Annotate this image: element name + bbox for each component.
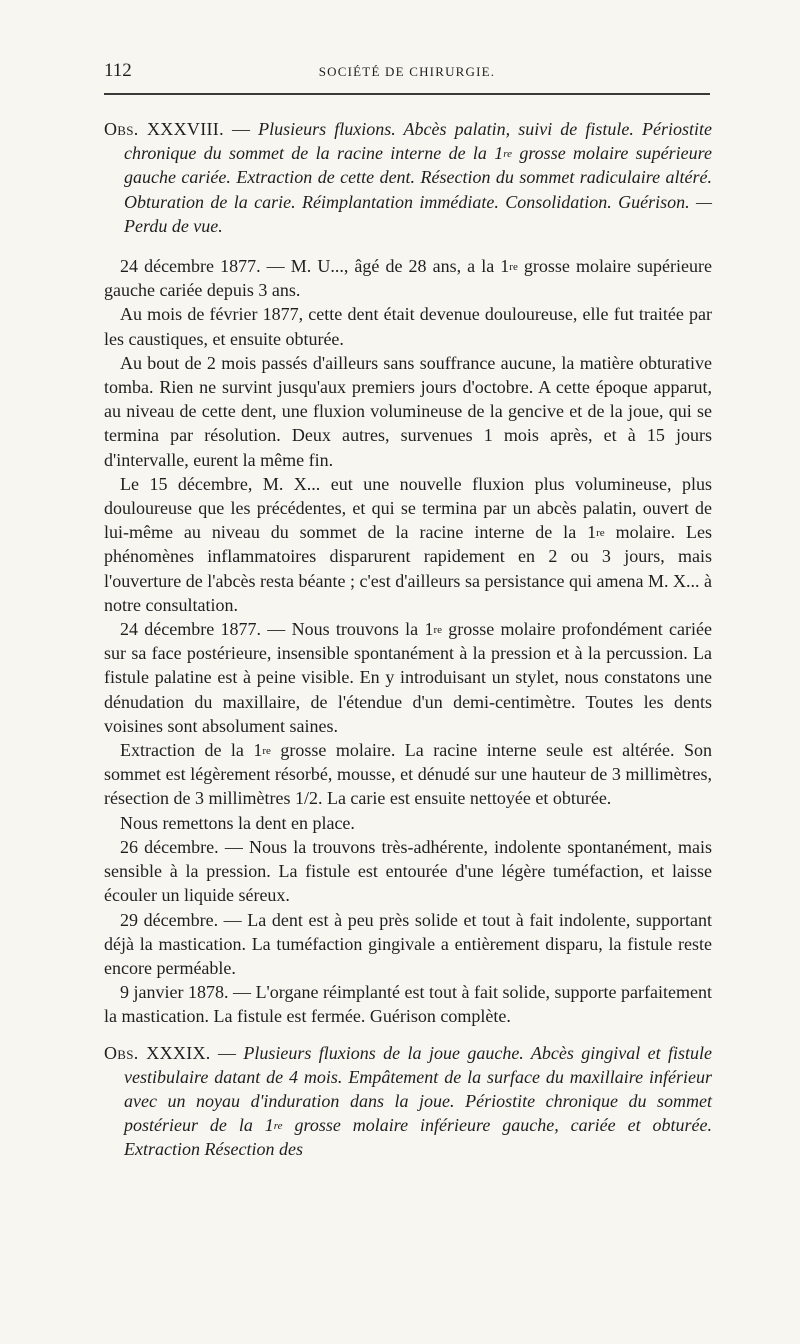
running-title: SOCIÉTÉ DE CHIRURGIE. <box>318 64 496 79</box>
page-number: 112 <box>104 60 132 81</box>
paragraph: Le 15 décembre, M. X... eut une nouvelle fluxion plus volumineuse, plus douloureuse que les précédentes, et qui se termina par un abcès palatin, ouvert de lui-même au niveau du sommet de la racine interne de la 1re molaire. Les phénomènes inflammatoires disparurent rapidement en 2 ou 3 jours, mais l'ouverture de l'abcès resta béante ; c'est d'ailleurs sa persistance qui amena M. X... à notre consultation. <box>104 473 713 615</box>
page-header <box>104 60 710 84</box>
heading-dash: — <box>223 119 259 139</box>
observation-title: Plusieurs fluxions. Abcès palatin, suivi de fistule. Périostite chronique du sommet de la racine interne de la 1re grosse molaire supérieure gauche cariée. Extraction de cette dent. Résection du sommet radiculaire altéré. Obturation de la carie. Réimplantation immédiate. Consolidation. Guérison. — Perdu de vue. <box>124 119 712 236</box>
observation-number: Obs. XXXIX. <box>104 1042 211 1063</box>
paragraph: Au mois de février 1877, cette dent était devenue douloureuse, elle fut traitée par les caustiques, et ensuite obturée. <box>104 304 712 349</box>
paragraph: 9 janvier 1878. — L'organe réimplanté est tout à fait solide, supporte parfaitement la mastication. La fistule est fermée. Guérison complète. <box>104 982 712 1027</box>
heading-dash: — <box>210 1042 244 1063</box>
body-text <box>104 117 712 1162</box>
observation-title: Plusieurs fluxions de la joue gauche. Abcès gingival et fistule vestibulaire datant de 4 mois. Empâtement de la surface du maxillaire inférieur avec un noyau d'induration dans la joue. Périostite chronique du sommet postérieur de la 1re grosse molaire inférieure gauche, cariée et obturée. Extraction Résection des <box>124 1042 713 1160</box>
paragraph: 24 décembre 1877. — Nous trouvons la 1re grosse molaire profondément cariée sur sa face postérieure, insensible spontanément à la pression et à la percussion. La fistule palatine est à peine visible. En y introduisant un stylet, nous constatons une dénudation du maxillaire, de l'étendue d'un demi-centimètre. Toutes les dents voisines sont absolument saines. <box>104 619 713 736</box>
paragraph: Nous remettons la dent en place. <box>120 812 355 833</box>
paragraph: 26 décembre. — Nous la trouvons très-adhérente, indolente spontanément, mais sensible à la pression. La fistule est entourée d'une légère tuméfaction, et laisse écouler un liquide séreux. <box>104 836 712 906</box>
observation-number: Obs. XXXVIII. <box>104 119 224 139</box>
paragraph: 29 décembre. — La dent est à peu près solide et tout à fait indolente, supportant déjà la mastication. La tuméfaction gingivale a entièrement disparu, la fistule reste encore perméable. <box>104 909 712 978</box>
paragraph: 24 décembre 1877. — M. U..., âgé de 28 ans, a la 1re grosse molaire supérieure gauche cariée depuis 3 ans. <box>104 256 712 301</box>
paragraph: Au bout de 2 mois passés d'ailleurs sans souffrance aucune, la matière obturative tomba. Rien ne survint jusqu'aux premiers jours d'octobre. A cette époque apparut, au niveau de cette dent, une fluxion volumineuse de la gencive et de la joue, qui se termina par résolution. Deux autres, survenues 1 mois après, et à 15 jours d'intervalle, eurent la même fin. <box>104 352 712 470</box>
observation-heading-39 <box>104 1041 712 1162</box>
header-rule <box>104 93 710 95</box>
observation-heading-38 <box>104 117 712 238</box>
paragraph: Extraction de la 1re grosse molaire. La racine interne seule est altérée. Son sommet est légèrement résorbé, mousse, et dénudé sur une hauteur de 3 millimètres, résection de 3 millimètres 1/2. La carie est ensuite nettoyée et obturée. <box>104 740 712 809</box>
